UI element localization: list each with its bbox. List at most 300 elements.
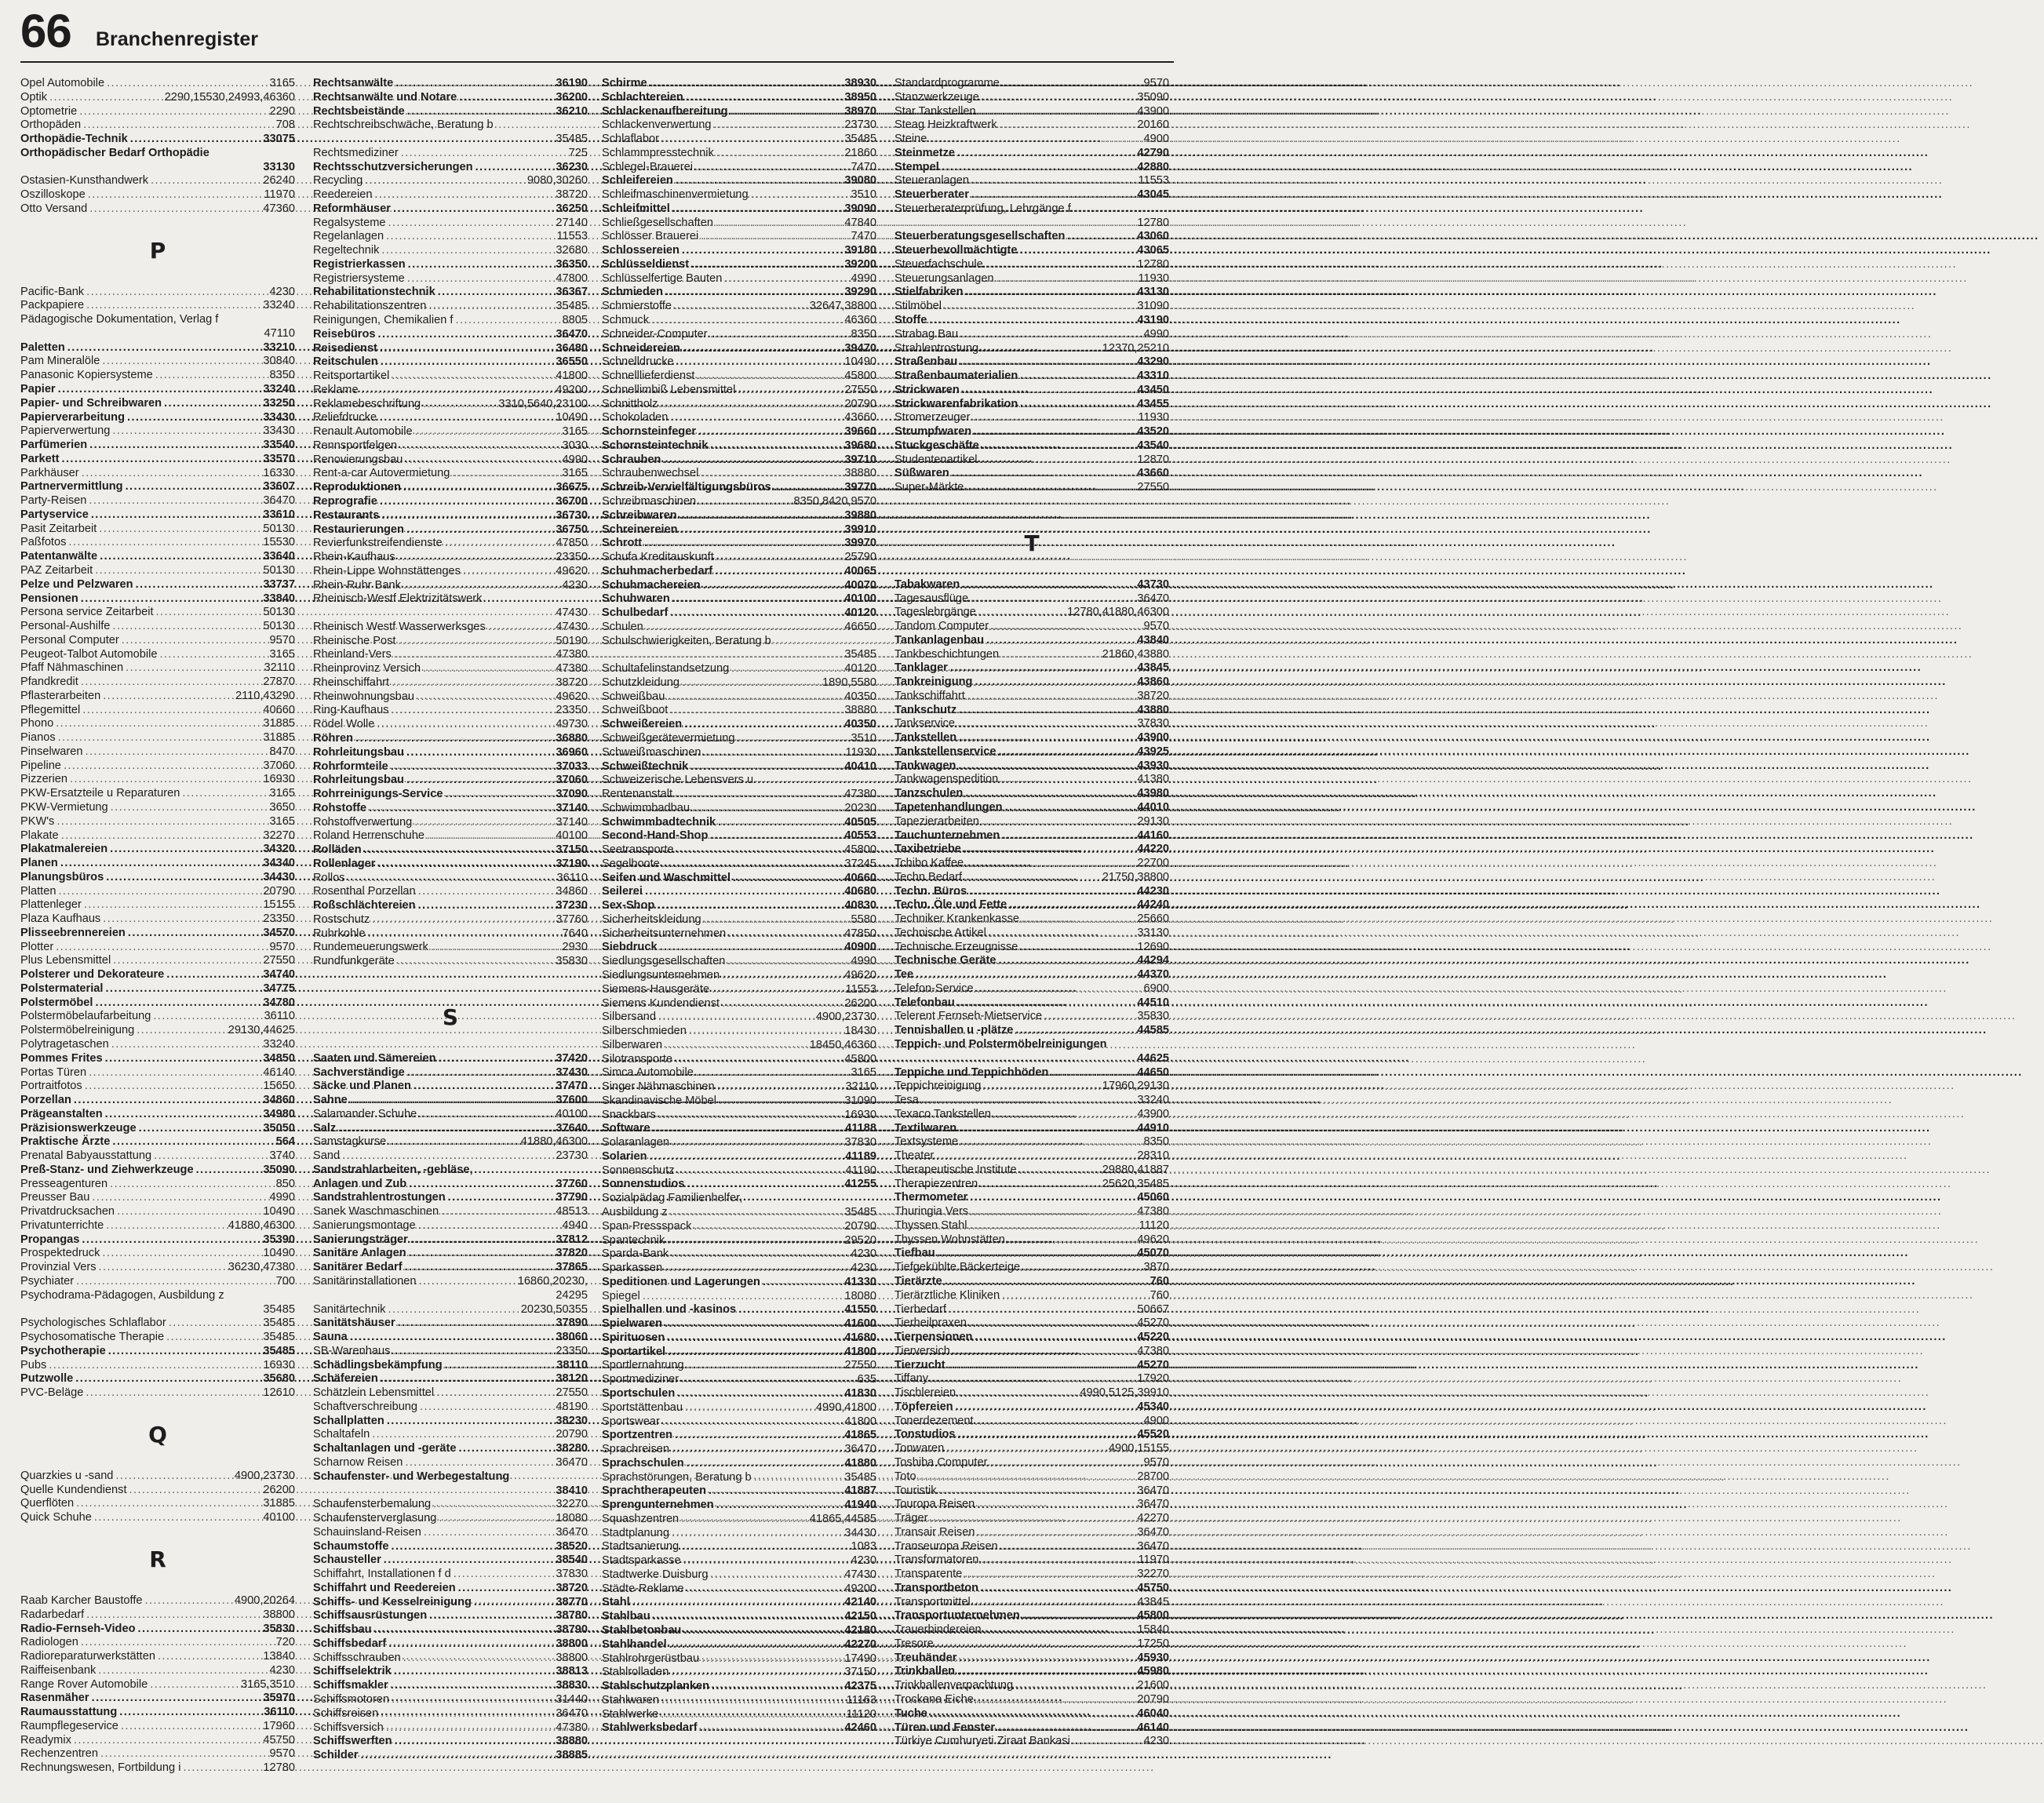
register-entry — [894, 1609, 1169, 1623]
entry-name: Party-Reisen — [20, 494, 87, 508]
dot-leader — [403, 481, 554, 495]
entry-name: Texaco Tankstellen — [894, 1107, 992, 1120]
entry-code: 37245 — [844, 857, 876, 870]
entry-code: 42375 — [844, 1680, 876, 1693]
register-entry — [313, 217, 588, 231]
dot-leader — [956, 1401, 1135, 1415]
entry-name: Stielfabriken — [894, 286, 964, 299]
register-entry — [20, 982, 295, 996]
entry-name: Tonerdezement — [894, 1414, 974, 1427]
dot-leader — [105, 1108, 261, 1122]
entry-code: 11163 — [846, 1693, 876, 1706]
entry-code: 9570 — [269, 940, 295, 953]
entry-code: 38720 — [556, 188, 588, 202]
entry-name: Rohrleitungsbau — [313, 774, 404, 787]
entry-code: 15155 — [263, 898, 295, 912]
entry-code: 40120 — [844, 606, 876, 620]
entry-code: 34570 — [263, 926, 295, 939]
register-column-1 — [20, 77, 295, 1775]
register-entry — [894, 1094, 1169, 1108]
entry-code: 20230 — [844, 801, 876, 814]
dot-leader — [964, 843, 1135, 857]
entry-name: Prägeanstalten — [20, 1107, 103, 1120]
register-entry — [313, 286, 588, 300]
entry-code: 36470 — [1137, 1484, 1169, 1497]
register-entry — [20, 1608, 295, 1623]
register-entry — [894, 1372, 1169, 1386]
dot-leader — [380, 495, 554, 509]
dot-leader — [448, 1191, 554, 1205]
entry-code: 10490 — [844, 355, 876, 369]
entry-code: 8350 — [851, 327, 876, 341]
dot-leader — [387, 1415, 554, 1429]
dot-leader — [95, 564, 261, 578]
entry-name: Sanek Waschmaschinen — [313, 1205, 439, 1218]
entry-name: Radioreparaturwerkstätten — [20, 1650, 155, 1663]
dot-leader — [151, 174, 261, 188]
dot-leader — [81, 592, 261, 606]
entry-name: Opel Automobile — [20, 77, 105, 89]
dot-leader — [921, 1094, 1135, 1108]
register-entry — [313, 941, 588, 955]
entry-code: 34860 — [263, 1094, 295, 1107]
register-entry — [313, 1456, 588, 1470]
dot-leader — [145, 1594, 232, 1608]
entry-code: 708 — [275, 118, 295, 132]
register-entry — [313, 398, 588, 412]
dot-leader — [106, 1219, 226, 1233]
entry-name: Steine — [894, 133, 927, 146]
entry-name: Theater — [894, 1149, 935, 1163]
register-entry — [602, 1150, 876, 1164]
register-entry — [894, 1303, 1169, 1317]
entry-name: Tabakwaren — [894, 577, 960, 591]
dot-leader — [689, 1025, 843, 1039]
entry-code: 44625 — [1137, 1051, 1169, 1065]
entry-name: Stahlrolladen — [602, 1666, 669, 1679]
entry-name: Reisebüros — [313, 327, 376, 341]
register-entry — [20, 1024, 295, 1038]
entry-name: Pflasterarbeiten — [20, 689, 101, 702]
register-entry — [20, 523, 295, 537]
entry-code: 35485 — [263, 1344, 295, 1357]
register-entry — [313, 355, 588, 370]
entry-name: Schiffsversich — [313, 1721, 384, 1734]
entry-name: Seetransporte — [602, 843, 674, 857]
entry-code: 20790 — [844, 1219, 876, 1233]
dot-leader — [49, 1359, 261, 1373]
register-entry — [602, 1540, 876, 1554]
entry-code: 34320 — [263, 843, 295, 856]
entry-code: 20790 — [263, 884, 295, 898]
register-entry — [313, 732, 588, 746]
entry-code: 2290 — [269, 104, 295, 118]
dot-leader — [391, 1679, 554, 1693]
entry-name: Speditionen und Lagerungen — [602, 1275, 760, 1288]
dot-leader — [670, 704, 842, 718]
dot-leader — [936, 1637, 1135, 1652]
entry-code: 32647,38800 — [809, 300, 876, 313]
dot-leader — [958, 1428, 1135, 1442]
entry-code: 43880 — [1137, 703, 1169, 716]
entry-name: Teppichreinigung — [894, 1080, 982, 1093]
entry-name: Tonwaren — [894, 1442, 945, 1455]
register-entry — [894, 1178, 1169, 1192]
entry-code: 38720 — [556, 1581, 588, 1594]
entry-code: 25660 — [1137, 912, 1169, 926]
register-entry — [313, 1582, 588, 1596]
dot-leader — [415, 425, 560, 439]
dot-leader — [662, 858, 843, 872]
register-entry — [20, 1317, 295, 1331]
register-entry — [20, 829, 295, 843]
entry-code: 48513 — [556, 1205, 588, 1218]
register-entry — [313, 760, 588, 774]
dot-leader — [452, 467, 559, 481]
register-entry — [894, 147, 1169, 161]
entry-name: Tuche — [894, 1706, 927, 1720]
register-entry — [602, 1513, 876, 1527]
entry-code: 35830 — [556, 955, 588, 968]
entry-code: 8350,8420,9570 — [793, 494, 876, 508]
entry-name: Preß-Stanz- und Ziehwerkzeuge — [20, 1163, 194, 1176]
dot-leader — [916, 968, 1135, 982]
register-entry — [602, 272, 876, 286]
entry-name: Registriersysteme — [313, 271, 405, 285]
register-entry — [894, 815, 1169, 829]
entry-name: Provinzial Vers — [20, 1261, 97, 1274]
entry-code: 3165 — [269, 787, 295, 800]
register-entry — [20, 1720, 295, 1734]
register-entry — [313, 1484, 588, 1499]
entry-name: Schiffs- und Kesselreinigung — [313, 1595, 472, 1608]
entry-code: 41880,46300 — [228, 1218, 295, 1232]
dot-leader — [398, 635, 553, 649]
register-entry — [313, 272, 588, 286]
register-entry — [894, 634, 1169, 648]
entry-name: Rheinische Post — [313, 634, 396, 647]
entry-code: 40120 — [844, 662, 876, 676]
register-entry — [20, 313, 295, 327]
entry-code: 37820 — [556, 1247, 588, 1260]
entry-code: 3165,3510 — [241, 1677, 295, 1691]
entry-name: Tankstellen — [894, 731, 957, 745]
entry-code: 25790 — [844, 551, 876, 564]
entry-code: 4900,23730 — [815, 1011, 876, 1024]
entry-name: Schulbedarf — [602, 606, 669, 620]
entry-code: 12780 — [1137, 216, 1169, 229]
register-entry — [894, 704, 1169, 718]
entry-name: Schreinereien — [602, 523, 678, 536]
dot-leader — [380, 342, 553, 356]
entry-name: Schwimmbadtechnik — [602, 815, 716, 829]
dot-leader — [438, 286, 554, 300]
entry-name: Sanitätshäuser — [313, 1317, 395, 1330]
dot-leader — [919, 1470, 1135, 1484]
dot-leader — [83, 118, 274, 133]
entry-code: 37230 — [556, 899, 588, 912]
dot-leader — [395, 77, 553, 91]
dot-leader — [676, 843, 843, 858]
entry-code: 12780 — [1137, 257, 1169, 271]
entry-name: Tiffany — [894, 1372, 928, 1386]
dot-leader — [394, 1665, 554, 1679]
entry-code: 41255 — [844, 1178, 876, 1191]
dot-leader — [56, 717, 261, 731]
entry-code: 15650 — [263, 1080, 295, 1093]
dot-leader — [105, 1052, 261, 1066]
entry-code: 3165 — [562, 467, 588, 480]
register-entry — [602, 1122, 876, 1136]
entry-name: Schrauben — [602, 453, 661, 466]
dot-leader — [106, 871, 261, 885]
entry-code: 1083 — [851, 1540, 876, 1553]
dot-leader — [698, 425, 842, 439]
register-entry — [313, 1679, 588, 1693]
dot-leader — [58, 885, 261, 899]
dot-leader — [716, 147, 843, 161]
entry-name: Stromerzeuger — [894, 411, 971, 424]
entry-code: 39710 — [844, 453, 876, 466]
register-entry — [313, 1261, 588, 1275]
register-entry — [313, 1415, 588, 1429]
dot-leader — [418, 885, 554, 899]
entry-name: Toto — [894, 1470, 916, 1483]
dot-leader — [1022, 1609, 1135, 1623]
dot-leader — [672, 1136, 842, 1150]
dot-leader — [662, 1415, 843, 1430]
entry-name: Oszilloskope — [20, 188, 86, 202]
entry-name: Porzellan — [20, 1094, 71, 1107]
register-entry — [602, 872, 876, 886]
entry-code: 20230,50355 — [520, 1302, 588, 1316]
entry-name: Studentenartikel — [894, 453, 978, 466]
entry-name: Transair Reisen — [894, 1525, 975, 1539]
dot-leader — [653, 1122, 843, 1136]
dot-leader — [364, 843, 554, 858]
entry-name: Schauinsland-Reisen — [313, 1525, 421, 1539]
dot-leader — [676, 355, 843, 370]
entry-code: 27550 — [263, 954, 295, 967]
dot-leader — [158, 1650, 261, 1664]
entry-name: Sozialpädag Familienhelfer, — [602, 1192, 743, 1205]
register-entry — [20, 1331, 295, 1345]
register-entry — [20, 676, 295, 690]
entry-name: Rechtsanwälte — [313, 77, 394, 89]
entry-code: 35050 — [263, 1121, 295, 1135]
entry-name: Radio-Fernseh-Video — [20, 1622, 136, 1635]
dot-leader — [677, 1387, 842, 1401]
entry-name: Range Rover Automobile — [20, 1677, 148, 1691]
dot-leader — [672, 202, 843, 217]
dot-leader — [974, 425, 1135, 439]
entry-code: 49620 — [1137, 1233, 1169, 1246]
register-entry — [313, 648, 588, 662]
entry-name: Psychotherapie — [20, 1344, 106, 1357]
entry-name: Pipeline — [20, 759, 61, 772]
register-entry — [894, 1052, 1169, 1066]
entry-code: 41880 — [844, 1456, 876, 1470]
dot-leader — [183, 1761, 261, 1776]
entry-code: 35970 — [263, 1692, 295, 1705]
entry-code: 37830 — [844, 1136, 876, 1149]
entry-code: 17250 — [1137, 1637, 1169, 1650]
dot-leader — [966, 481, 1135, 495]
entry-name: Sanitärtechnik — [313, 1302, 386, 1316]
entry-code: 39180 — [844, 244, 876, 257]
entry-name: Thuringia Vers — [894, 1205, 969, 1218]
entry-code: 42180 — [844, 1623, 876, 1637]
register-entry — [602, 941, 876, 955]
dot-leader — [384, 1553, 554, 1568]
dot-leader — [672, 592, 843, 606]
entry-name: Platten — [20, 884, 56, 898]
dot-leader — [986, 258, 1135, 272]
register-entry — [20, 202, 295, 217]
entry-name: Squashzentren — [602, 1512, 680, 1525]
entry-code: 38970 — [844, 104, 876, 118]
entry-code: 9080,30260 — [526, 174, 588, 188]
entry-code: 6900 — [1143, 982, 1169, 995]
dot-leader — [957, 717, 1135, 731]
entry-name: Snackbars — [602, 1108, 656, 1121]
entry-name: Steag Heizkraftwerk — [894, 118, 997, 132]
entry-name: Optometrie — [20, 104, 78, 118]
entry-code: 36110 — [264, 1010, 295, 1023]
register-entry — [313, 1401, 588, 1415]
entry-name: Span-Pressspack — [602, 1219, 692, 1233]
register-entry — [313, 1094, 588, 1108]
register-entry — [894, 1205, 1169, 1219]
entry-code: 43925 — [1137, 745, 1169, 758]
register-entry — [894, 217, 1169, 231]
entry-name: Restaurants — [313, 508, 380, 522]
entry-code: 43900 — [1137, 731, 1169, 745]
register-entry — [20, 1511, 295, 1525]
entry-code: 12780 — [263, 1761, 295, 1775]
entry-code: 46140 — [263, 1065, 295, 1079]
register-entry — [894, 843, 1169, 857]
entry-name: Steueranlagen — [894, 174, 969, 188]
dot-leader — [665, 1317, 842, 1331]
register-entry — [313, 1749, 588, 1763]
dot-leader — [76, 1497, 261, 1511]
dot-leader — [70, 773, 261, 787]
register-entry — [894, 717, 1169, 731]
entry-code: 37430 — [556, 1065, 588, 1079]
entry-name: Träger — [894, 1512, 928, 1525]
entry-name: Strickwaren — [894, 383, 960, 396]
entry-code: 32110 — [264, 661, 295, 675]
entry-code: 32270 — [1137, 1568, 1169, 1581]
entry-code: 41550 — [844, 1303, 876, 1317]
entry-name: Türkiye Cumhuryeti Ziraat Bankasi — [894, 1735, 1070, 1748]
entry-name: Tierärzte — [894, 1275, 942, 1288]
entry-code: 11120 — [846, 1707, 876, 1721]
entry-name: Rheinisch Westf Wasserwerksges — [313, 620, 486, 633]
entry-code: 43450 — [1137, 383, 1169, 396]
register-entry — [602, 551, 876, 565]
entry-name: Textsysteme — [894, 1135, 959, 1149]
dot-leader — [944, 300, 1135, 314]
register-entry — [313, 1164, 588, 1178]
entry-code: 37470 — [556, 1080, 588, 1093]
dot-leader — [431, 941, 560, 955]
entry-code: 41330 — [844, 1275, 876, 1288]
dot-leader — [658, 1109, 842, 1123]
register-entry — [894, 1289, 1169, 1303]
dot-leader — [1019, 1164, 1100, 1178]
entry-name: Rheinschiffahrt — [313, 676, 390, 689]
entry-name: Siemens Kundendienst — [602, 996, 720, 1010]
entry-name: Pizzerien — [20, 773, 68, 786]
entry-name: Raiffeisenbank — [20, 1663, 97, 1677]
register-entry — [20, 1664, 295, 1678]
entry-code: 43520 — [1137, 425, 1169, 439]
entry-code: 44230 — [1137, 884, 1169, 898]
dot-leader — [414, 816, 553, 830]
dot-leader — [675, 1053, 842, 1067]
entry-code: 33250 — [263, 396, 295, 410]
entry-name: Stahlbau — [602, 1610, 650, 1623]
entry-name: Personal-Aushilfe — [20, 620, 111, 633]
entry-name: Schweißereien — [602, 718, 683, 731]
register-entry — [20, 174, 295, 188]
entry-name: Propangas — [20, 1233, 80, 1246]
dot-leader — [976, 982, 1142, 996]
dot-leader — [701, 1652, 842, 1666]
dot-leader — [111, 1038, 261, 1052]
entry-name: Schuhmacherbedarf — [602, 564, 713, 577]
entry-code: 41800 — [844, 1345, 876, 1358]
entry-name: Süßwaren — [894, 467, 949, 480]
entry-name: Techn. Büros — [894, 884, 967, 898]
entry-code: 44294 — [1137, 954, 1169, 967]
entry-code: 33607 — [263, 480, 295, 494]
dot-leader — [166, 1331, 261, 1345]
entry-name: Schulen — [602, 620, 643, 633]
entry-code: 43190 — [1137, 314, 1169, 327]
entry-code: 16860,20230, — [517, 1275, 588, 1288]
register-entry — [894, 1568, 1169, 1582]
dot-leader — [407, 1066, 554, 1080]
dot-leader — [81, 676, 261, 690]
entry-name: Tankwagenspedition — [894, 773, 999, 786]
entry-name: Putzwolle — [20, 1372, 74, 1386]
register-entry — [313, 188, 588, 202]
entry-name: Reinigungen, Chemikalien f — [313, 314, 454, 327]
dot-leader — [718, 816, 842, 830]
entry-name: Rechnungswesen, Fortbildung i — [20, 1761, 181, 1775]
entry-name: Pam Mineralöle — [20, 355, 100, 368]
entry-name: Prenatal Babyausstattung — [20, 1149, 152, 1163]
dot-leader — [79, 105, 267, 119]
register-entry — [20, 480, 295, 494]
entry-code: 50130 — [263, 563, 295, 577]
entry-code: 49620 — [556, 564, 588, 577]
entry-code: 38230 — [556, 1414, 588, 1427]
register-entry — [602, 829, 876, 843]
dot-leader — [94, 1511, 261, 1525]
dot-leader — [1020, 398, 1135, 412]
entry-code: 3165 — [269, 647, 295, 661]
entry-code: 33240 — [1137, 1094, 1169, 1107]
entry-name: Pädagogische Dokumentation, Verlag f — [20, 313, 219, 326]
entry-code: 21860 — [844, 146, 876, 159]
register-entry — [602, 1095, 876, 1109]
entry-code: 29130,44625 — [228, 1024, 295, 1037]
entry-name: Schweizerische Lebensvers u — [602, 774, 754, 787]
